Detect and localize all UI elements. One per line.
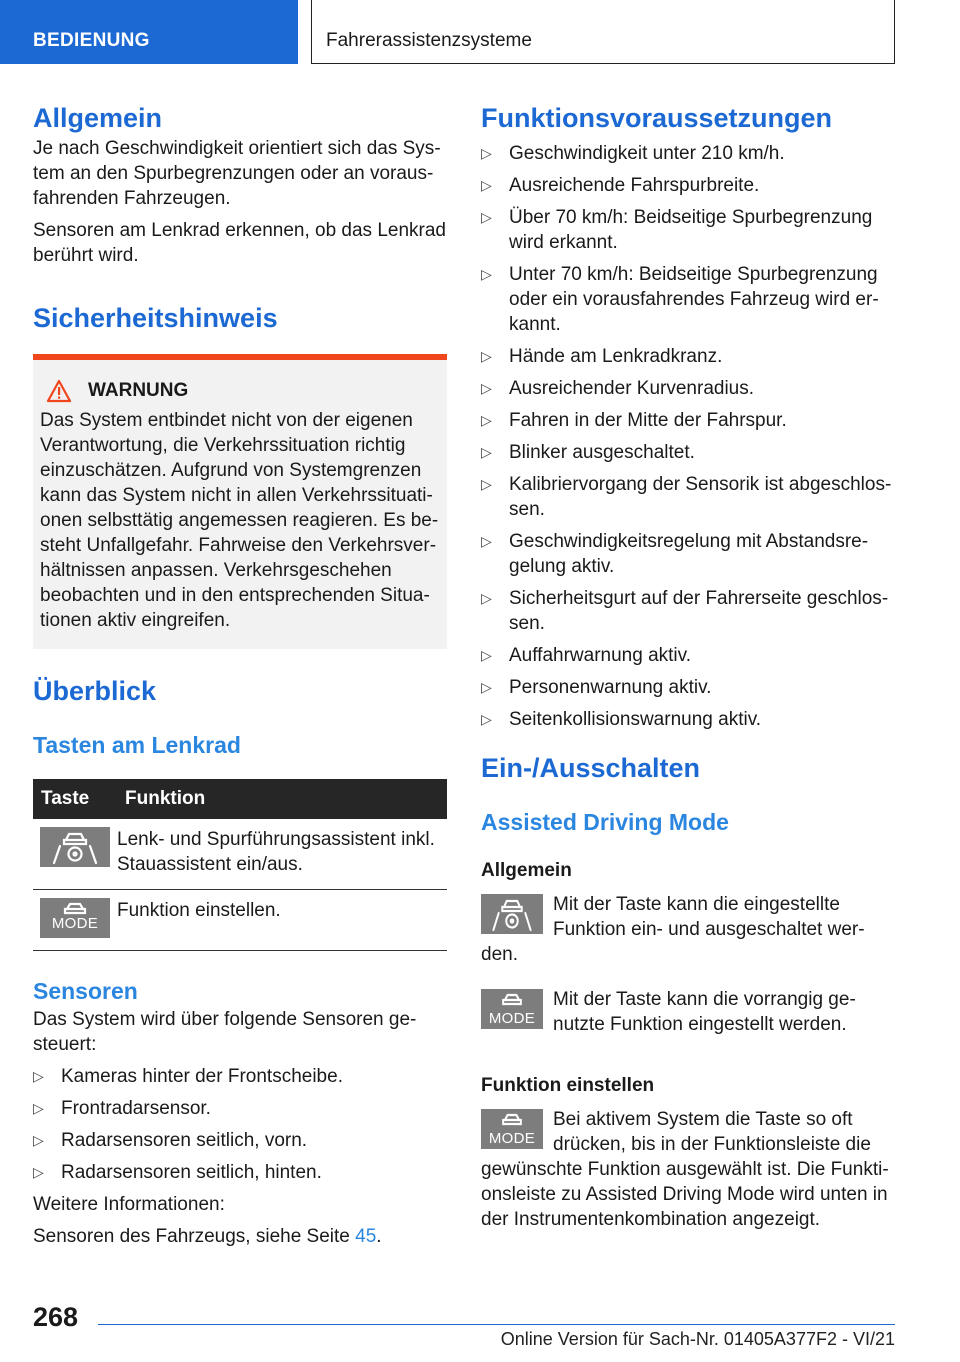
allgemein-text-1: Mit der Taste kann die eingestellte Funktion ein- und ausgeschaltet werden.	[481, 894, 865, 965]
mode-label: MODE	[51, 915, 99, 932]
heading-sicherheitshinweis: Sicherheitshinweis	[33, 303, 278, 333]
conditions-list	[481, 141, 895, 732]
heading-ein-ausschalten: Ein-/Ausschalten	[481, 753, 701, 783]
list-item: ▷ Sicherheitsgurt auf der Fahrerseite geschlossen.	[481, 588, 889, 634]
subheading-funktion-einstellen: Funktion einstellen	[481, 1075, 655, 1096]
footer-divider	[98, 1324, 895, 1325]
triangle-bullet-icon: ▷	[481, 348, 492, 364]
page-link-45[interactable]: 45	[355, 1226, 377, 1247]
page-reference: Sensoren des Fahrzeugs, siehe Seite 45.	[33, 1226, 382, 1247]
steering-assist-button-icon	[40, 827, 110, 867]
triangle-bullet-icon: ▷	[481, 444, 492, 460]
list-item: ▷ Hände am Lenkradkranz.	[481, 346, 723, 367]
left-column	[33, 100, 447, 1249]
triangle-bullet-icon: ▷	[481, 177, 492, 193]
allgemein-paragraph-2: Sensoren am Lenkrad erkennen, ob das Lenkrad berührt wird.	[33, 220, 446, 266]
subheading-allgemein: Allgemein	[481, 860, 572, 881]
table-header-row	[33, 779, 447, 819]
table-row	[33, 890, 447, 951]
page-header	[0, 0, 960, 66]
table-cell-function: Funktion einstellen.	[117, 890, 447, 951]
allgemein-paragraph-1: Je nach Geschwindigkeit orientiert sich das System an den Spurbegrenzungen oder an vorausfahrenden Fahrzeugen.	[33, 138, 441, 209]
triangle-bullet-icon: ▷	[481, 380, 492, 396]
page-number: 268	[33, 1302, 79, 1332]
list-item: ▷ Geschwindigkeitsregelung mit Abstandsregelung aktiv.	[481, 531, 869, 577]
warning-header	[40, 378, 439, 404]
list-item: ▷ Über 70 km/h: Beidseitige Spurbegrenzung wird erkannt.	[481, 207, 873, 253]
triangle-bullet-icon: ▷	[481, 647, 492, 663]
triangle-bullet-icon: ▷	[481, 209, 492, 225]
mode-label: MODE	[488, 1130, 536, 1147]
triangle-bullet-icon: ▷	[33, 1068, 44, 1084]
triangle-bullet-icon: ▷	[481, 145, 492, 161]
list-item: ▷ Kameras hinter der Frontscheibe.	[33, 1066, 343, 1087]
triangle-bullet-icon: ▷	[481, 476, 492, 492]
table-header-taste: Taste	[33, 779, 117, 819]
list-item: ▷ Seitenkollisionswarnung aktiv.	[481, 709, 762, 730]
sensoren-list	[33, 1064, 447, 1185]
steering-key-paragraph	[481, 892, 895, 967]
funktion-einstellen-text: Bei aktivem System die Taste so oft drücken, bis in der Funktionsleiste die gewünschte Funktion ausgewählt ist. Die Funktionsleiste zu Assisted Driving Mode wird unten in der Instrumentenkombination angezeigt.	[481, 1109, 889, 1230]
heading-ueberblick: Überblick	[33, 676, 157, 706]
funktion-einstellen-paragraph	[481, 1107, 895, 1232]
heading-funktionsvoraussetzungen: Funktionsvoraussetzungen	[481, 103, 833, 133]
triangle-bullet-icon: ▷	[33, 1164, 44, 1180]
mode-button-icon	[481, 1109, 543, 1149]
steering-assist-button-icon	[481, 894, 543, 934]
list-item: ▷ Auffahrwarnung aktiv.	[481, 645, 692, 666]
list-item: ▷ Frontradarsensor.	[33, 1098, 211, 1119]
footer-version-text: Online Version für Sach-Nr. 01405A377F2 - VI/21	[500, 1329, 895, 1349]
list-item: ▷ Kalibriervorgang der Sensorik ist abgeschlossen.	[481, 474, 892, 520]
table-header-funktion: Funktion	[117, 779, 447, 819]
triangle-bullet-icon: ▷	[481, 533, 492, 549]
triangle-bullet-icon: ▷	[481, 412, 492, 428]
triangle-bullet-icon: ▷	[481, 679, 492, 695]
list-item: ▷ Fahren in der Mitte der Fahrspur.	[481, 410, 787, 431]
heading-sensoren: Sensoren	[33, 978, 138, 1004]
triangle-bullet-icon: ▷	[481, 590, 492, 606]
list-item: ▷ Blinker ausgeschaltet.	[481, 442, 695, 463]
list-item: ▷ Personenwarnung aktiv.	[481, 677, 712, 698]
mode-button-icon	[40, 898, 110, 938]
heading-allgemein: Allgemein	[33, 103, 163, 133]
warning-text: Das System entbindet nicht von der eigenen Verantwortung, die Verkehrssituation richtig einzuschätzen. Aufgrund von Systemgrenzen kann das System nicht in allen Verkehrssituationen selbsttätig angemessen reagieren. Es besteht Unfallgefahr. Fahrweise den Verkehrsverhältnissen anpassen. Verkehrsgeschehen beobachten und in den entsprechenden Situationen aktiv eingreifen.	[40, 410, 439, 631]
table-cell-function: Lenk- und Spurführungsassistent inkl. Stauassistent ein/aus.	[117, 819, 447, 890]
warning-label: WARNUNG	[88, 380, 189, 401]
sensoren-intro: Das System wird über folgende Sensoren gesteuert:	[33, 1009, 417, 1055]
table-row	[33, 819, 447, 890]
list-item: ▷ Unter 70 km/h: Beidseitige Spurbegrenzung oder ein vorausfahrendes Fahrzeug wird erkannt.	[481, 264, 879, 335]
list-item: ▷ Radarsensoren seitlich, vorn.	[33, 1130, 308, 1151]
chapter-title: Fahrerassistenzsysteme	[311, 0, 895, 64]
heading-assisted-driving-mode: Assisted Driving Mode	[481, 809, 729, 835]
triangle-bullet-icon: ▷	[481, 711, 492, 727]
list-item: ▷ Radarsensoren seitlich, hinten.	[33, 1162, 322, 1183]
triangle-bullet-icon: ▷	[481, 266, 492, 282]
keys-table	[33, 779, 447, 951]
section-tab[interactable]: BEDIENUNG	[0, 0, 298, 64]
list-item: ▷ Ausreichende Fahrspurbreite.	[481, 175, 760, 196]
mode-label: MODE	[488, 1010, 536, 1027]
warning-triangle-icon	[46, 379, 72, 403]
list-item: ▷ Geschwindigkeit unter 210 km/h.	[481, 143, 785, 164]
right-column	[481, 100, 895, 1232]
mode-button-icon	[481, 989, 543, 1029]
list-item: ▷ Ausreichender Kurvenradius.	[481, 378, 755, 399]
allgemein-text-2: Mit der Taste kann die vorrangig genutzte Funktion eingestellt werden.	[553, 989, 856, 1035]
triangle-bullet-icon: ▷	[33, 1132, 44, 1148]
weitere-informationen: Weitere Informationen:	[33, 1194, 225, 1215]
triangle-bullet-icon: ▷	[33, 1100, 44, 1116]
warning-box	[33, 354, 447, 649]
heading-tasten-am-lenkrad: Tasten am Lenkrad	[33, 732, 241, 758]
mode-key-paragraph	[481, 987, 895, 1037]
